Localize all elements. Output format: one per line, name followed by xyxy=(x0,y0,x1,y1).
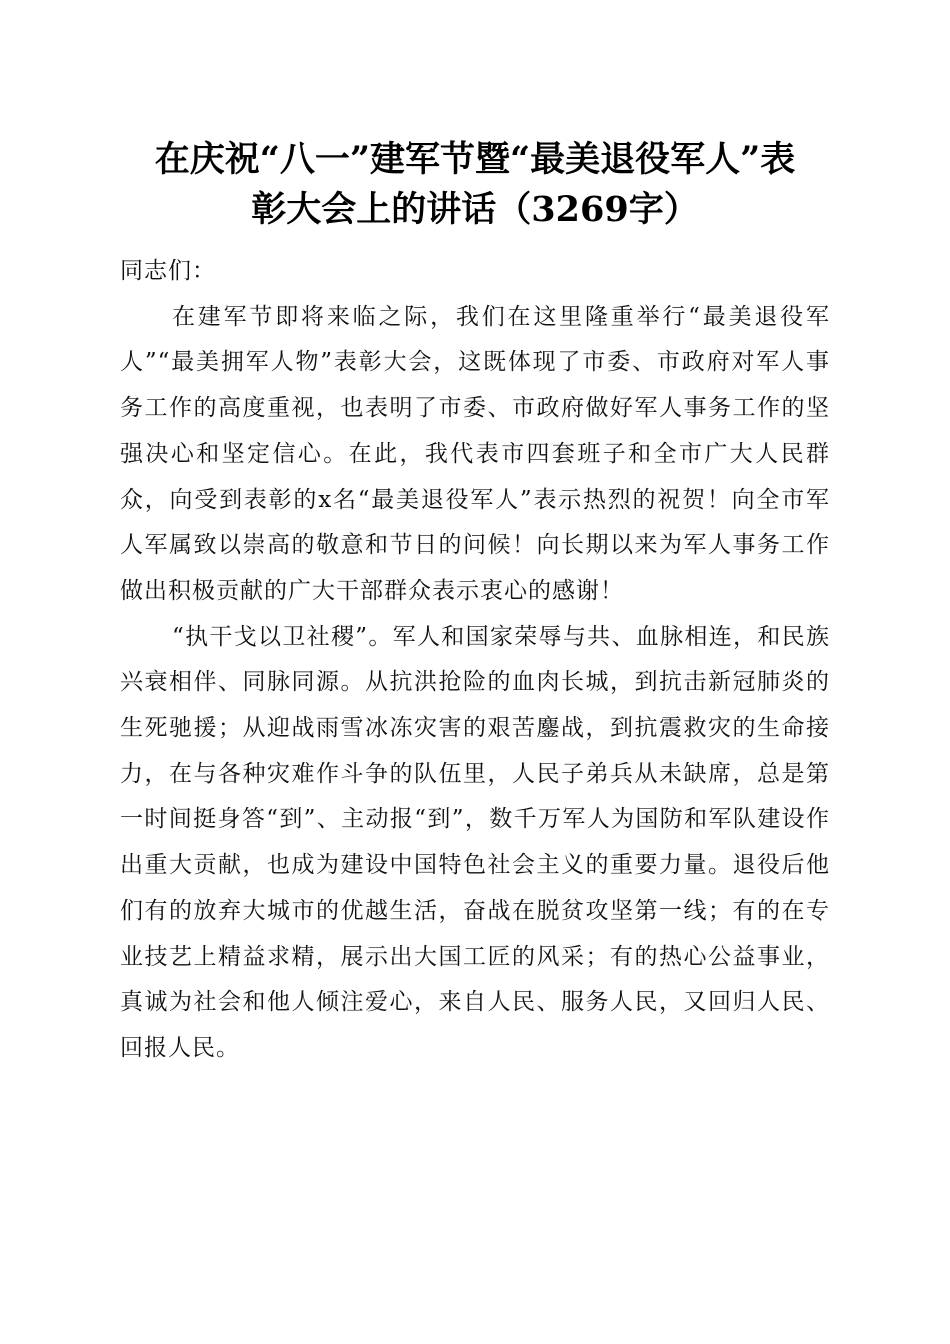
paragraph-1: 在建军节即将来临之际，我们在这里隆重举行“最美退役军人”“最美拥军人物”表彰大会，这既体现了市委、市政府对军人事务工作的高度重视，也表明了市委、市政府做好军人事务工作的坚强决心和坚定信心。在此，我代表市四套班子和全市广大人民群众，向受到表彰的x名“最美退役军人”表示热烈的祝贺！向全市军人军属致以崇高的敬意和节日的问候！向长期以来为军人事务工作做出积极贡献的广大干部群众表示衷心的感谢！ xyxy=(120,303,830,604)
salutation: 同志们： xyxy=(120,258,216,284)
paragraph-2: “执干戈以卫社稷”。军人和国家荣辱与共、血脉相连，和民族兴衰相伴、同脉同源。从抗洪抢险的血肉长城，到抗击新冠肺炎的生死驰援；从迎战雨雪冰冻灾害的艰苦鏖战，到抗震救灾的生命接力，在与各种灾难作斗争的队伍里，人民子弟兵从未缺席，总是第一时间挺身答“到”、主动报“到”，数千万军人为国防和军队建设作出重大贡献，也成为建设中国特色社会主义的重要力量。退役后他们有的放弃大城市的优越生活，奋战在脱贫攻坚第一线；有的在专业技艺上精益求精，展示出大国工匠的风采；有的热心公益事业，真诚为社会和他人倾注爱心，来自人民、服务人民，又回归人民、回报人民。 xyxy=(120,623,830,1061)
title-line-1: 在庆祝“八一”建军节暨“最美退役军人”表 xyxy=(154,139,796,180)
document-title xyxy=(100,135,850,235)
title-line-2: 彰大会上的讲话（3269字） xyxy=(251,189,699,230)
document-body xyxy=(120,249,830,1072)
